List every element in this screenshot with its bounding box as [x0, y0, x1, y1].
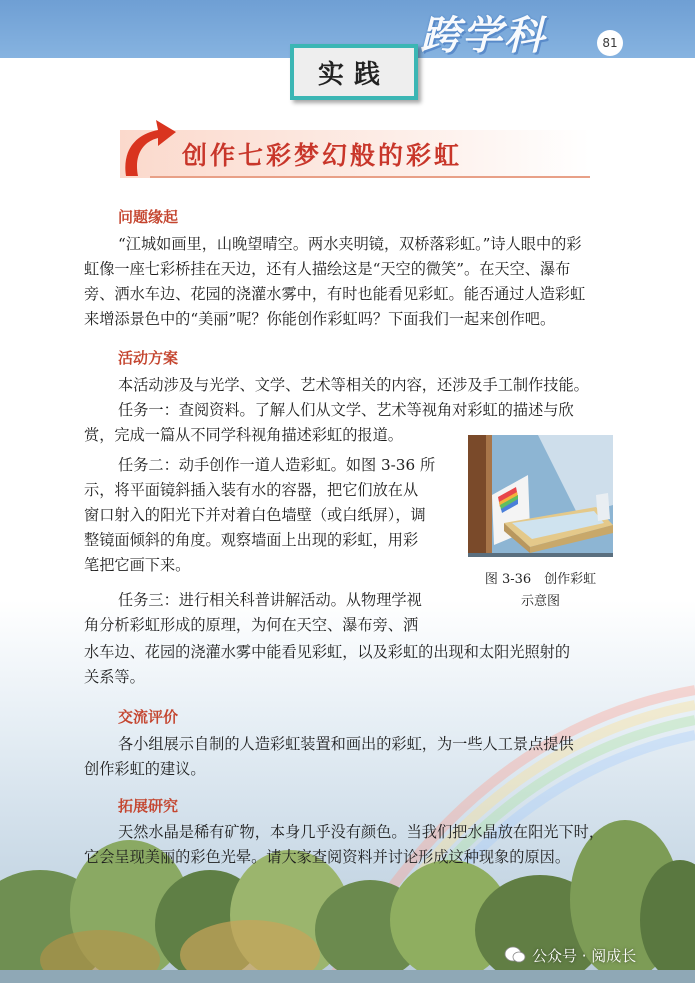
section-heading-extend: 拓展研究: [118, 797, 179, 815]
chapter-title: 创作七彩梦幻般的彩虹: [182, 141, 463, 170]
figure-caption-line: 示意图: [520, 594, 560, 609]
wechat-icon: [504, 945, 526, 965]
text-line: 示，将平面镜斜插入装有水的容器，把它们放在从: [84, 481, 419, 499]
text-line: 它会呈现美丽的彩色光晕。请大家查阅资料并讨论形成这种现象的原因。: [84, 848, 570, 866]
rainbow-setup-illustration: [468, 435, 613, 557]
text-line: 来增添景色中的“美丽”呢？你能创作彩虹吗？下面我们一起来创作吧。: [84, 310, 556, 328]
figure-caption-line: 图 3-36 创作彩虹: [484, 572, 597, 587]
text-line: 笔把它画下来。: [84, 556, 191, 574]
text-line: 窗口射入的阳光下并对着白色墙壁（或白纸屏），调: [84, 506, 426, 524]
watermark: [504, 943, 636, 967]
watermark-text: 公众号 · 阅成长: [532, 946, 637, 965]
subject-label: 跨学科: [420, 13, 546, 59]
practice-label: 实践: [290, 44, 418, 100]
text-line: 水车边、花园的浇灌水雾中能看见彩虹，以及彩虹的出现和太阳光照射的: [84, 643, 570, 661]
text-line: 关系等。: [84, 668, 145, 686]
text-line: “江城如画里，山晚望晴空。两水夹明镜，双桥落彩虹。”诗人眼中的彩: [118, 235, 582, 253]
text-line: 创作彩虹的建议。: [84, 760, 206, 778]
text-line: 任务三：进行相关科普讲解活动。从物理学视: [118, 591, 422, 609]
section-heading-origin: 问题缘起: [118, 208, 179, 226]
section-heading-plan: 活动方案: [118, 349, 179, 367]
text-line: 角分析彩虹形成的原理，为何在天空、瀑布旁、洒: [84, 616, 419, 634]
section-heading-exchange: 交流评价: [118, 708, 179, 726]
text-line: 旁、洒水车边、花园的浇灌水雾中，有时也能看见彩虹。能否通过人造彩虹: [84, 285, 586, 303]
curved-arrow-icon: [118, 116, 178, 180]
title-underline: [150, 176, 590, 178]
text-line: 虹像一座七彩桥挂在天边，还有人描绘这是“天空的微笑”。在天空、瀑布: [84, 260, 571, 278]
text-line: 天然水晶是稀有矿物，本身几乎没有颜色。当我们把水晶放在阳光下时，: [118, 823, 604, 841]
text-line: 任务二：动手创作一道人造彩虹。如图 3-36 所: [118, 456, 436, 474]
text-line: 整镜面倾斜的角度。观察墙面上出现的彩虹，用彩: [84, 531, 419, 549]
text-line: 各小组展示自制的人造彩虹装置和画出的彩虹，为一些人工景点提供: [118, 735, 574, 753]
figure-caption: [468, 569, 613, 613]
figure-rainbow-setup: [468, 435, 613, 557]
text-line: 本活动涉及与光学、文学、艺术等相关的内容，还涉及手工制作技能。: [118, 376, 589, 394]
text-line: 任务一：查阅资料。了解人们从文学、艺术等视角对彩虹的描述与欣: [118, 401, 574, 419]
text-line: 赏，完成一篇从不同学科视角描述彩虹的报道。: [84, 426, 403, 444]
page-number: 81: [597, 30, 623, 56]
